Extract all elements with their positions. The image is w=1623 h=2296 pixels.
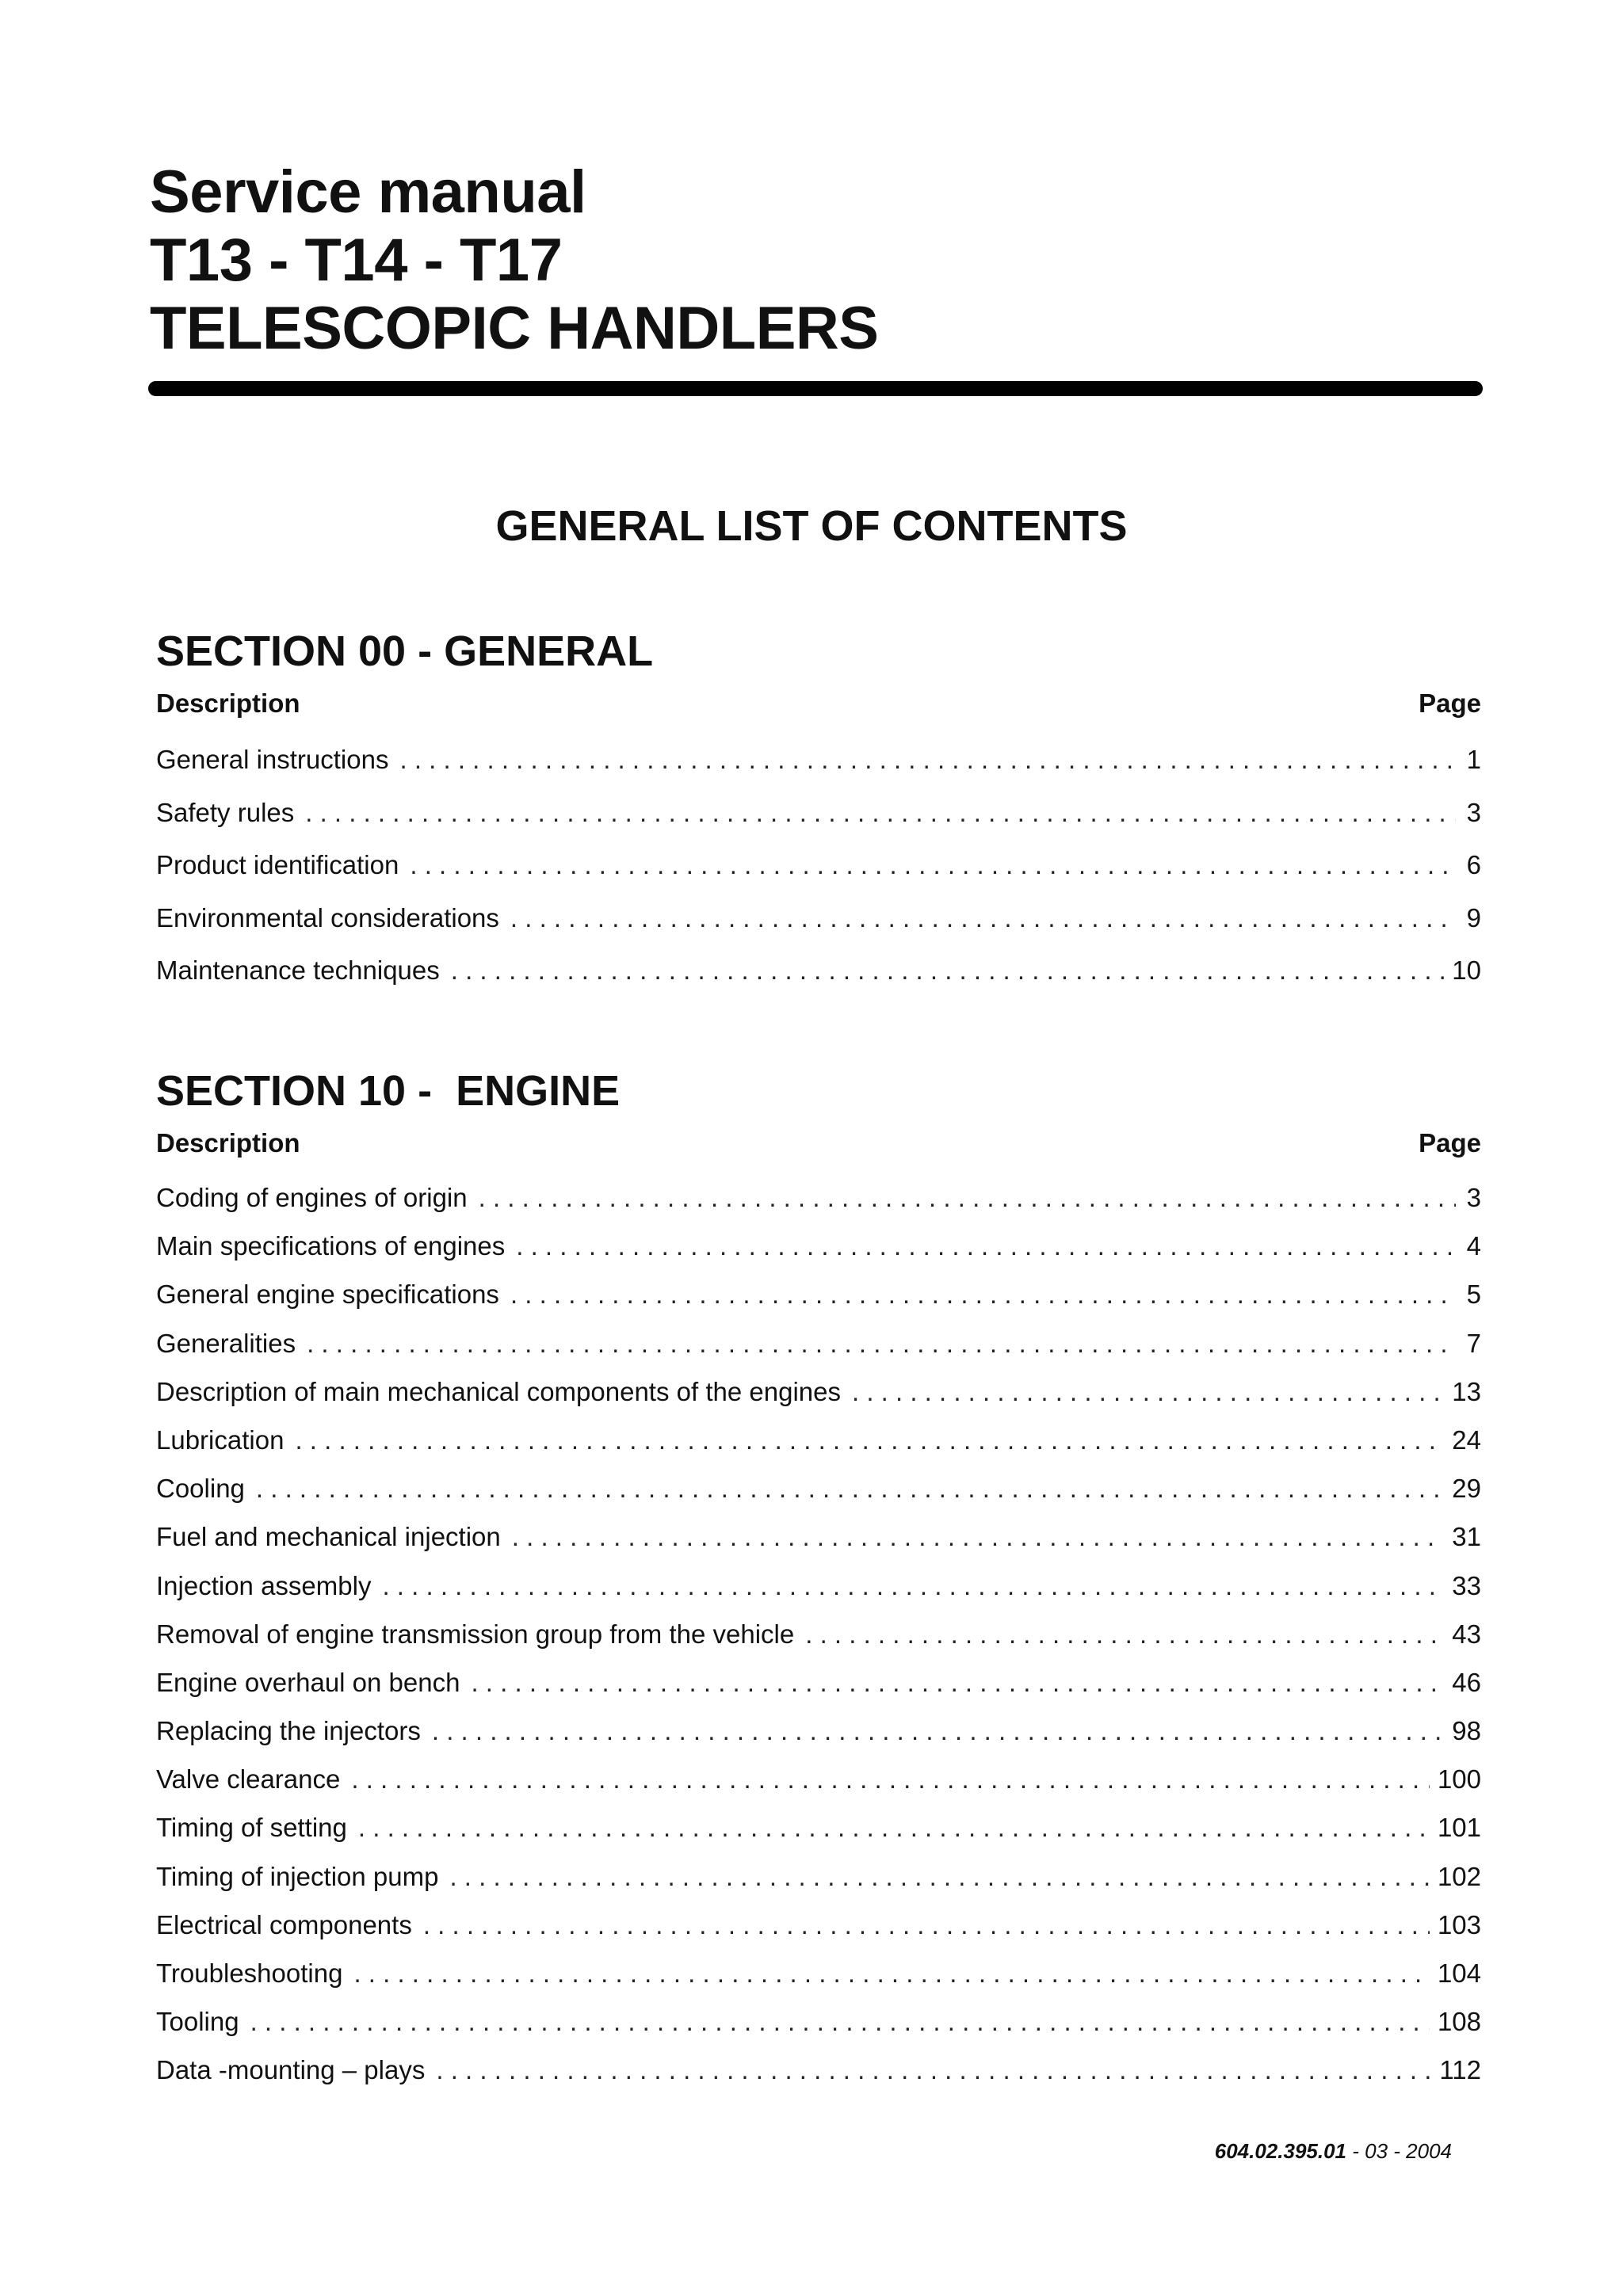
toc-entry-label: Injection assembly [156,1570,372,1600]
toc-entry-page: 1 [1466,745,1481,774]
toc-entry-page: 101 [1437,1813,1481,1843]
toc-entry-label: Valve clearance [156,1764,341,1794]
toc-entry-page: 6 [1466,850,1481,879]
toc-entry-page: 108 [1437,2007,1481,2037]
document-footer [1215,2139,1452,2164]
toc-entry-page: 43 [1452,1619,1481,1649]
toc-entry-label: Main specifications of engines [156,1231,506,1261]
dot-leader [451,955,1445,986]
toc-entry-label: Data -mounting – plays [156,2055,426,2085]
toc-entry-page: 112 [1439,2055,1481,2085]
dot-leader [305,798,1456,828]
toc-entry[interactable] [156,1425,1481,1474]
toc-entry[interactable] [156,1329,1481,1377]
toc-entry-page: 10 [1452,955,1481,985]
toc-entry[interactable] [156,850,1481,903]
column-header [156,688,1481,719]
toc-entry-label: Environmental considerations [156,902,499,933]
toc-entry[interactable] [156,1764,1481,1813]
toc-entry[interactable] [156,798,1481,851]
dot-leader [449,1862,1429,1892]
toc-entry[interactable] [156,1280,1481,1328]
toc-entry[interactable] [156,2007,1481,2055]
column-description-label: Description [156,688,300,718]
toc-entry[interactable] [156,1910,1481,1958]
toc-entry-label: Fuel and mechanical injection [156,1522,501,1552]
dot-leader [256,1474,1444,1504]
toc-entry[interactable] [156,1958,1481,2007]
dot-leader [436,2055,1431,2085]
section-title: SECTION 00 - GENERAL [156,627,654,675]
toc-entry-label: Generalities [156,1328,296,1358]
dot-leader [479,1183,1456,1213]
toc-entry-label: Maintenance techniques [156,955,440,985]
toc-entry[interactable] [156,1377,1481,1425]
toc-entry-label: General instructions [156,745,389,774]
toc-entry-page: 3 [1466,1183,1481,1212]
toc-entry[interactable] [156,745,1481,798]
toc-entry-label: Timing of injection pump [156,1861,439,1891]
dot-leader [307,1329,1456,1359]
toc-entry-label: Product identification [156,850,399,879]
document-code: 604.02.395.01 [1214,2139,1347,2163]
title-line-2: T13 - T14 - T17 [150,227,563,294]
dot-leader [399,745,1456,775]
toc-entry-page: 3 [1466,797,1481,827]
toc-entry[interactable] [156,1474,1481,1522]
toc-list [156,1183,1481,2104]
dot-leader [382,1571,1444,1601]
toc-entry-page: 9 [1466,902,1481,933]
column-page-label: Page [1419,1128,1481,1158]
dot-leader [423,1910,1430,1940]
toc-entry-label: Replacing the injectors [156,1716,421,1746]
dot-leader [250,2007,1430,2037]
dot-leader [432,1716,1444,1746]
toc-entry-label: Removal of engine transmission group from the vehicle [156,1619,795,1649]
toc-entry-label: Lubrication [156,1425,285,1455]
toc-entry-label: General engine specifications [156,1280,499,1310]
toc-entry-page: 4 [1466,1231,1481,1261]
toc-entry[interactable] [156,1231,1481,1280]
dot-leader [471,1668,1444,1698]
column-header [156,1127,1481,1159]
contents-heading: GENERAL LIST OF CONTENTS [495,502,1128,550]
toc-entry-label: Timing of setting [156,1813,347,1843]
title-divider [148,381,1483,396]
toc-entry[interactable] [156,1619,1481,1668]
toc-entry-label: Description of main mechanical components of the engines [156,1376,841,1406]
toc-entry[interactable] [156,1668,1481,1716]
column-page-label: Page [1419,688,1481,718]
toc-entry-page: 24 [1452,1425,1481,1455]
document-date: - 03 - 2004 [1346,2139,1452,2163]
dot-leader [852,1377,1444,1407]
toc-entry-label: Electrical components [156,1909,412,1939]
toc-entry-page: 98 [1452,1716,1481,1746]
dot-leader [512,1522,1445,1552]
dot-leader [358,1813,1430,1843]
toc-entry-page: 104 [1437,1958,1481,1988]
toc-entry[interactable] [156,1716,1481,1764]
dot-leader [516,1231,1456,1261]
toc-entry-label: Cooling [156,1474,245,1504]
manual-title [150,158,1497,363]
toc-entry[interactable] [156,955,1481,1009]
toc-entry[interactable] [156,1862,1481,1910]
toc-entry[interactable] [156,1813,1481,1861]
dot-leader [351,1764,1430,1794]
dot-leader [353,1958,1430,1989]
toc-entry-label: Troubleshooting [156,1958,343,1988]
dot-leader [410,850,1456,880]
title-line-1: Service manual [150,158,586,226]
column-description-label: Description [156,1128,300,1158]
dot-leader [805,1619,1444,1650]
toc-entry-label: Engine overhaul on bench [156,1667,460,1697]
toc-entry-page: 5 [1466,1280,1481,1310]
toc-entry-page: 7 [1466,1328,1481,1358]
dot-leader [295,1425,1444,1455]
section-title: SECTION 10 - ENGINE [156,1067,621,1115]
title-line-3: TELESCOPIC HANDLERS [150,295,879,362]
toc-entry-page: 46 [1452,1667,1481,1697]
toc-entry-page: 100 [1437,1764,1481,1794]
toc-entry[interactable] [156,1183,1481,1231]
toc-entry-page: 103 [1437,1909,1481,1939]
dot-leader [510,1280,1456,1310]
section-00 [156,626,1481,1009]
toc-entry[interactable] [156,903,1481,956]
toc-entry-page: 33 [1452,1570,1481,1600]
toc-entry-page: 102 [1437,1861,1481,1891]
toc-entry-page: 29 [1452,1474,1481,1504]
toc-entry-page: 31 [1452,1522,1481,1552]
toc-list [156,745,1481,1009]
section-10 [156,1066,1481,2104]
toc-entry-label: Safety rules [156,797,295,827]
toc-entry-label: Coding of engines of origin [156,1183,468,1212]
toc-entry[interactable] [156,1571,1481,1619]
dot-leader [510,903,1456,933]
toc-entry-label: Tooling [156,2007,239,2037]
toc-entry[interactable] [156,1522,1481,1570]
toc-entry-page: 13 [1452,1376,1481,1406]
toc-entry[interactable] [156,2055,1481,2103]
